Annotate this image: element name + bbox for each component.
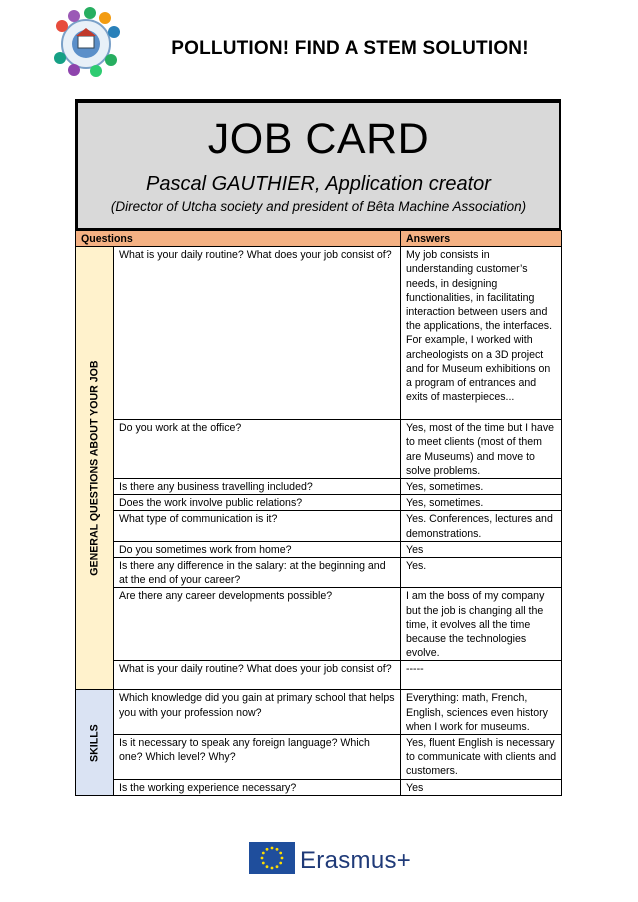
question-cell: What type of communication is it?: [114, 511, 401, 541]
answer-cell: Yes, sometimes.: [401, 495, 562, 511]
question-cell: Does the work involve public relations?: [114, 495, 401, 511]
question-cell: Is it necessary to speak any foreign language? Which one? Which level? Why?: [114, 735, 401, 780]
questions-table: [75, 230, 562, 796]
table-row: [76, 247, 562, 420]
card-person-role: (Director of Utcha society and president of Bêta Machine Association): [110, 199, 527, 214]
question-cell: Is there any difference in the salary: at the beginning and at the end of your career?: [114, 558, 401, 588]
category-general: [76, 247, 114, 690]
card-title: JOB CARD: [207, 115, 430, 163]
question-cell: Which knowledge did you gain at primary school that helps you with your profession now?: [114, 690, 401, 735]
table-header-row: [76, 231, 562, 247]
question-cell: Are there any career developments possible?: [114, 588, 401, 661]
answer-cell: Yes, sometimes.: [401, 479, 562, 495]
category-label: SKILLS: [88, 723, 101, 762]
table-row: [76, 541, 562, 557]
table-row: [76, 558, 562, 588]
table-row: [76, 511, 562, 541]
job-card-header: [75, 99, 561, 230]
table-row: [76, 661, 562, 690]
question-cell: Is the working experience necessary?: [114, 779, 401, 795]
answer-cell: Yes.: [401, 558, 562, 588]
question-cell: Is there any business travelling included?: [114, 479, 401, 495]
answer-cell: Yes: [401, 779, 562, 795]
answer-cell: Yes. Conferences, lectures and demonstrations.: [401, 511, 562, 541]
answer-cell: My job consists in understanding customer’s needs, in designing functionalities, in facilitating interaction between users and the applications, the interfaces. For example, I worked with archeologists on a 3D project and for Museum exhibitions on a program of entrances and exits of masterpieces...: [401, 247, 562, 420]
answer-cell: -----: [401, 661, 562, 690]
eu-flag-icon: [249, 842, 295, 874]
table-row: [76, 735, 562, 780]
answer-cell: Everything: math, French, English, sciences even history when I work for museums.: [401, 690, 562, 735]
answer-cell: Yes: [401, 541, 562, 557]
school-logo-icon: [50, 6, 122, 78]
question-cell: Do you sometimes work from home?: [114, 541, 401, 557]
card-person-name: Pascal GAUTHIER, Application creator: [146, 173, 491, 195]
category-skills: [76, 690, 114, 795]
answer-cell: Yes, fluent English is necessary to communicate with clients and customers.: [401, 735, 562, 780]
category-label: GENERAL QUESTIONS ABOUT YOUR JOB: [88, 360, 101, 576]
column-header-answers: Answers: [401, 231, 562, 247]
table-row: [76, 779, 562, 795]
table-row: [76, 479, 562, 495]
table-row: [76, 690, 562, 735]
table-row: [76, 495, 562, 511]
page-title: POLLUTION! FIND A STEM SOLUTION!: [171, 38, 529, 59]
question-cell: What is your daily routine? What does your job consist of?: [114, 661, 401, 690]
question-cell: Do you work at the office?: [114, 420, 401, 479]
erasmus-plus-logo-text: Erasmus+: [300, 847, 412, 874]
answer-cell: Yes, most of the time but I have to meet clients (most of them are Museums) and move to solve problems.: [401, 420, 562, 479]
table-row: [76, 588, 562, 661]
answer-cell: I am the boss of my company but the job is changing all the time, it evolves all the time because the technologies evolve.: [401, 588, 562, 661]
question-cell: What is your daily routine? What does your job consist of?: [114, 247, 401, 420]
column-header-questions: Questions: [76, 231, 401, 247]
table-row: [76, 420, 562, 479]
